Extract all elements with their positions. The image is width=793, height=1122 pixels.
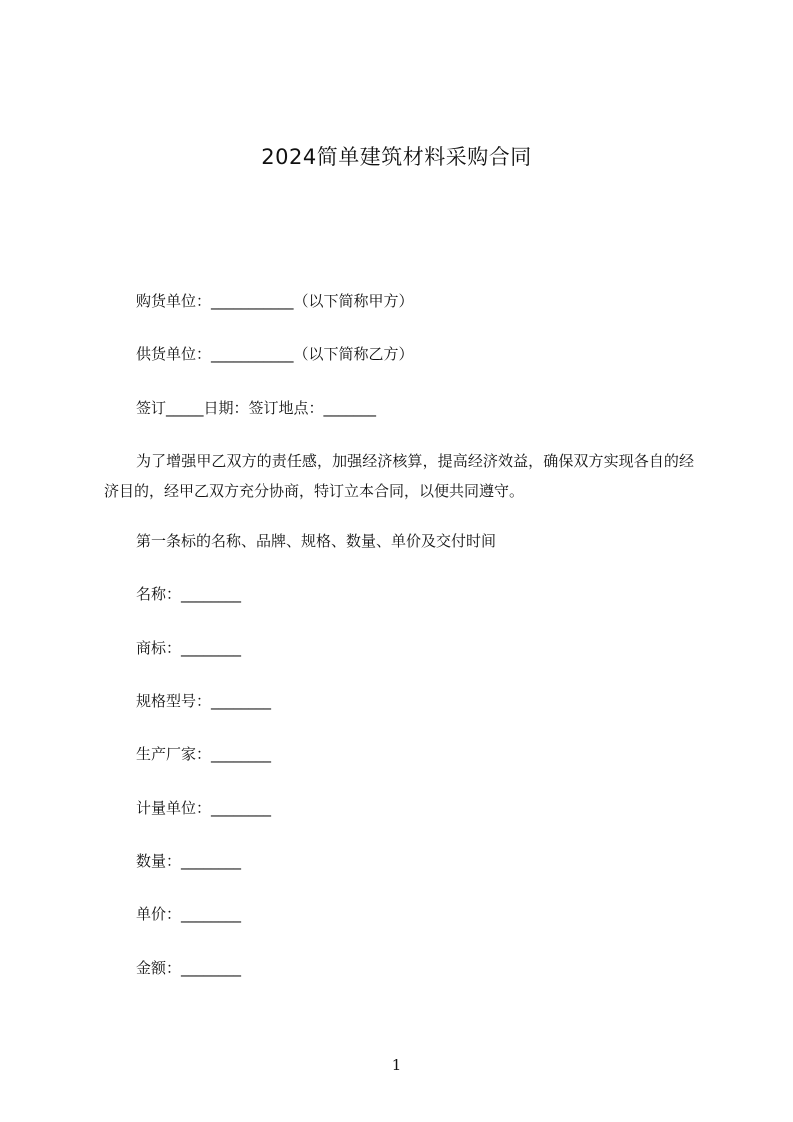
field-manufacturer: 生产厂家：________ bbox=[136, 745, 272, 763]
supplier-unit-line: 供货单位：___________（以下简称乙方） bbox=[136, 345, 414, 363]
field-name: 名称：________ bbox=[136, 585, 242, 603]
field-unit-price: 单价：________ bbox=[136, 905, 242, 923]
buyer-unit-line: 购货单位：___________（以下简称甲方） bbox=[136, 292, 414, 310]
signing-date-place-line: 签订_____日期：签订地点：_______ bbox=[136, 399, 377, 417]
field-amount: 金额：________ bbox=[136, 959, 242, 977]
article-one-heading: 第一条标的名称、品牌、规格、数量、单价及交付时间 bbox=[136, 532, 497, 550]
document-title: 2024简单建筑材料采购合同 bbox=[261, 145, 532, 169]
field-unit-of-measure: 计量单位：________ bbox=[136, 799, 272, 817]
field-quantity: 数量：________ bbox=[136, 852, 242, 870]
field-spec-model: 规格型号：________ bbox=[136, 692, 272, 710]
field-trademark: 商标：________ bbox=[136, 639, 242, 657]
intro-paragraph: 为了增强甲乙双方的责任感，加强经济核算，提高经济效益，确保双方实现各自的经济目的，经甲乙双方充分协商，特订立本合同，以便共同遵守。 bbox=[104, 452, 694, 500]
page-number: 1 bbox=[391, 1056, 402, 1074]
